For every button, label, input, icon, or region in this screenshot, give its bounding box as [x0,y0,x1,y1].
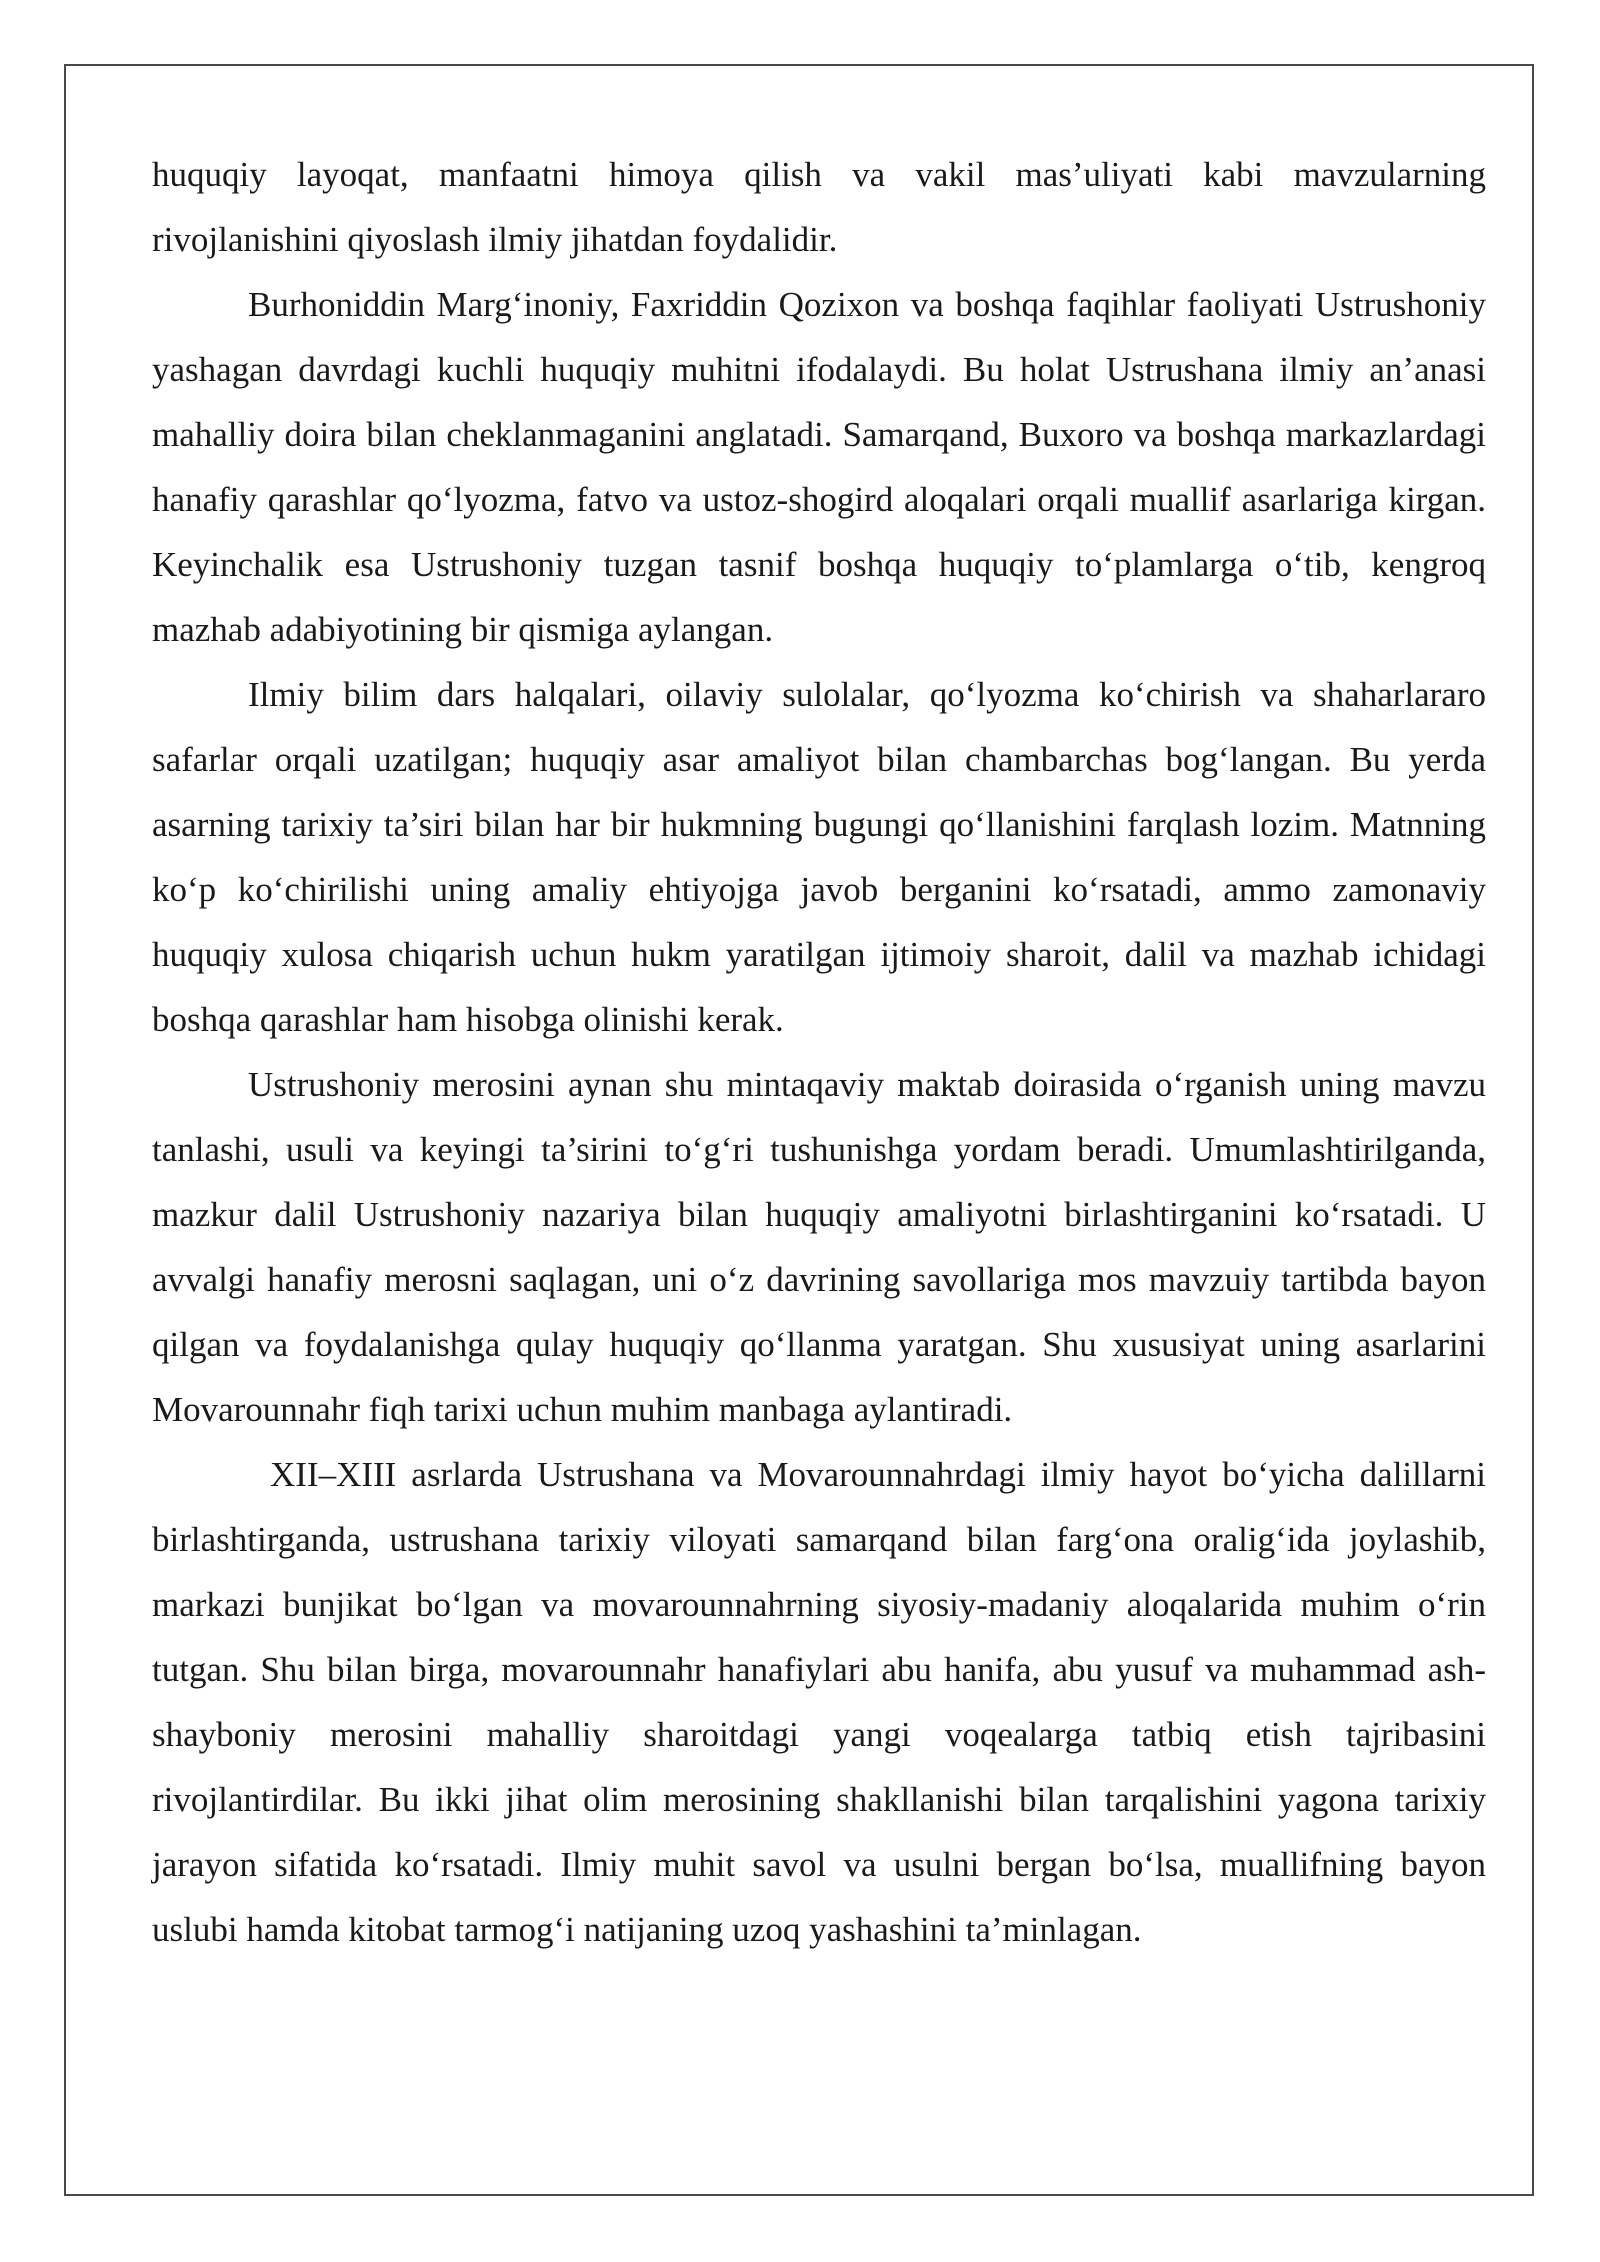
document-body [152,142,1486,1962]
paragraph: Burhoniddin Marg‘inoniy, Faxriddin Qozixon va boshqa faqihlar faoliyati Ustrushoniy yashagan davrdagi kuchli huquqiy muhitni ifodalaydi. Bu holat Ustrushana ilmiy an’anasi mahalliy doira bilan cheklanmaganini anglatadi. Samarqand, Buxoro va boshqa markazlardagi hanafiy qarashlar qo‘lyozma, fatvo va ustoz-shogird aloqalari orqali muallif asarlariga kirgan. Keyinchalik esa Ustrushoniy tuzgan tasnif boshqa huquqiy to‘plamlarga o‘tib, kengroq mazhab adabiyotining bir qismiga aylangan. [152,285,1486,649]
paragraph: XII–XIII asrlarda Ustrushana va Movarounnahrdagi ilmiy hayot bo‘yicha dalillarni birlashtirganda, ustrushana tarixiy viloyati samarqand bilan farg‘ona oralig‘ida joylashib, markazi bunjikat bo‘lgan va movarounnahrning siyosiy-madaniy aloqalarida muhim o‘rin tutgan. Shu bilan birga, movarounnahr hanafiylari abu hanifa, abu yusuf va muhammad ash-shayboniy merosini mahalliy sharoitdagi yangi voqealarga tatbiq etish tajribasini rivojlantirdilar. Bu ikki jihat olim merosining shakllanishi bilan tarqalishini yagona tarixiy jarayon sifatida ko‘rsatadi. Ilmiy muhit savol va usulni bergan bo‘lsa, muallifning bayon uslubi hamda kitobat tarmog‘i natijaning uzoq yashashini ta’minlagan. [152,1455,1486,1949]
paragraph-continuation: huquqiy layoqat, manfaatni himoya qilish va vakil mas’uliyati kabi mavzularning rivojlanishini qiyoslash ilmiy jihatdan foydalidir. [152,155,1486,259]
paragraph: Ilmiy bilim dars halqalari, oilaviy sulolalar, qo‘lyozma ko‘chirish va shaharlararo safarlar orqali uzatilgan; huquqiy asar amaliyot bilan chambarchas bog‘langan. Bu yerda asarning tarixiy ta’siri bilan har bir hukmning bugungi qo‘llanishini farqlash lozim. Matnning ko‘p ko‘chirilishi uning amaliy ehtiyojga javob berganini ko‘rsatadi, ammo zamonaviy huquqiy xulosa chiqarish uchun hukm yaratilgan ijtimoiy sharoit, dalil va mazhab ichidagi boshqa qarashlar ham hisobga olinishi kerak. [152,675,1486,1039]
paragraph: Ustrushoniy merosini aynan shu mintaqaviy maktab doirasida o‘rganish uning mavzu tanlashi, usuli va keyingi ta’sirini to‘g‘ri tushunishga yordam beradi. Umumlashtirilganda, mazkur dalil Ustrushoniy nazariya bilan huquqiy amaliyotni birlashtirganini ko‘rsatadi. U avvalgi hanafiy merosni saqlagan, uni o‘z davrining savollariga mos mavzuiy tartibda bayon qilgan va foydalanishga qulay huquqiy qo‘llanma yaratgan. Shu xususiyat uning asarlarini Movarounnahr fiqh tarixi uchun muhim manbaga aylantiradi. [152,1065,1486,1429]
